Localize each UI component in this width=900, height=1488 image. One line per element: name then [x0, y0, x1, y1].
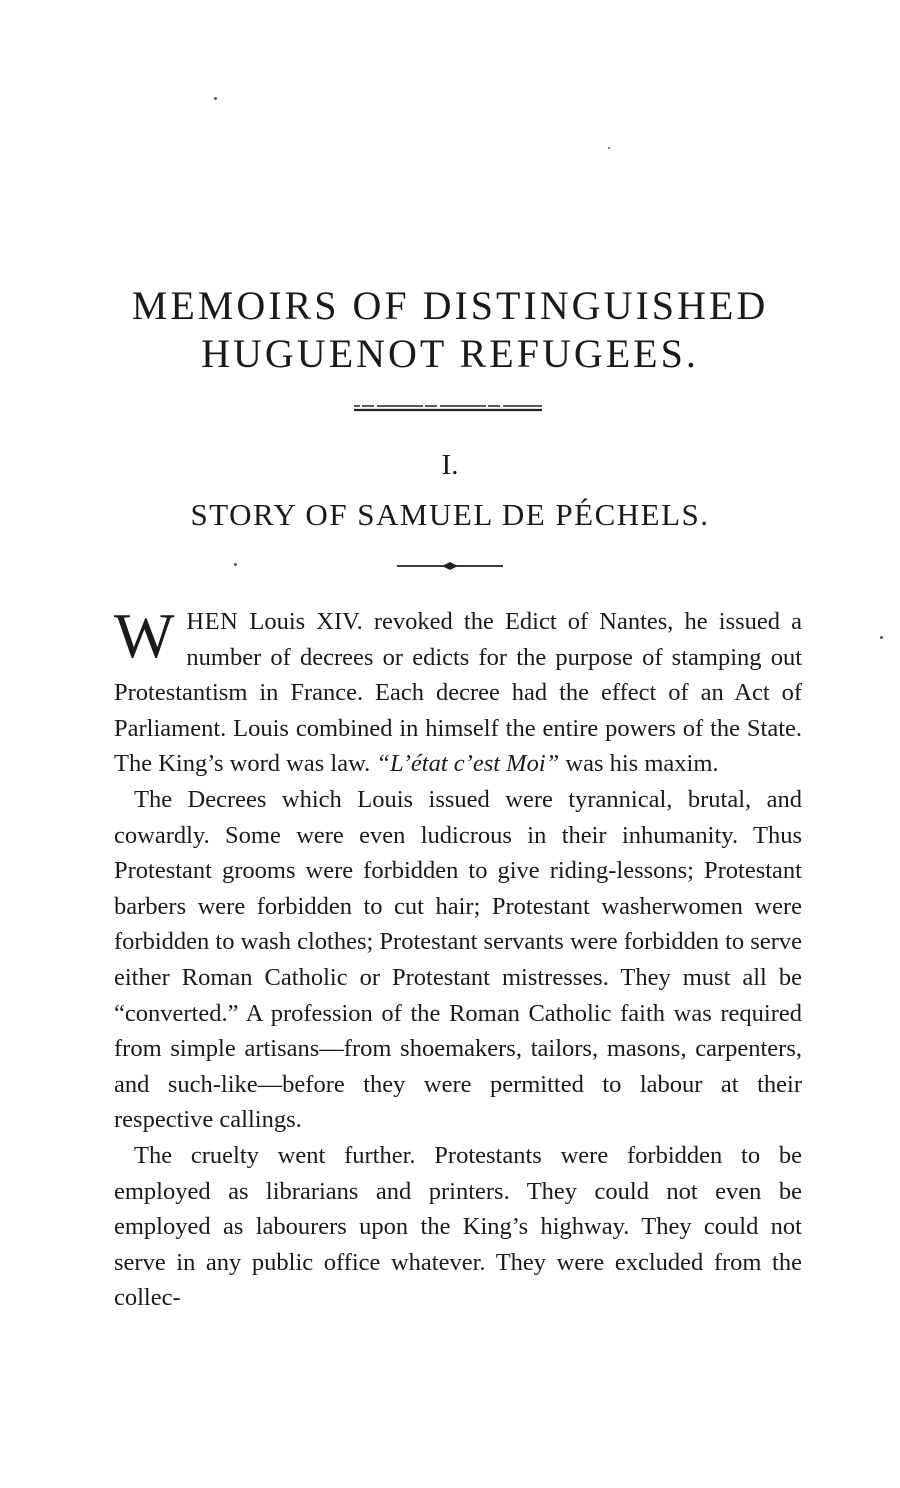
book-title-line-1: MEMOIRS OF DISTINGUISHED [131, 283, 769, 328]
chapter-divider-rule [395, 560, 505, 572]
print-speck [880, 636, 883, 639]
title-ornamental-rule [352, 403, 544, 413]
body-text [114, 600, 802, 1316]
paragraph-1-text-b: was his maxim. [559, 750, 719, 778]
paragraph-3: The cruelty went further. Protestants were forbidden to be employed as librarians and printers. They could not even be employed as labourers upon the King’s highway. They could not serve in any public office whatever. They were excluded from the collec- [114, 1141, 802, 1312]
paragraph-2: The Decrees which Louis issued were tyrannical, brutal, and cowardly. Some were even ludicrous in their inhumanity. Thus Protestant grooms were forbidden to give riding-lessons; Protestant barbers were forbidden to cut hair; Protestant washerwomen were forbidden to wash clothes; Protestant servants were forbidden to serve either Roman Catholic or Protestant mistresses. They must all be “converted.” A profession of the Roman Catholic faith was required from simple artisans—from shoemakers, tailors, masons, carpenters, and such-like—before they were permitted to labour at their respective callings. [114, 785, 802, 1134]
print-speck [234, 563, 237, 566]
book-title-line-2: HUGUENOT REFUGEES. [201, 331, 699, 376]
paragraph-1 [114, 600, 802, 782]
chapter-numeral: I. [441, 449, 459, 481]
maxim-quote: “L’état c’est Moi” [376, 750, 560, 778]
print-speck [214, 97, 217, 100]
print-speck [608, 147, 610, 149]
book-title [0, 282, 900, 378]
paragraph-1-text-a: Louis XIV. revoked the Edict of Nantes, he issued a number of decrees or edicts for the purpose of stamping out Protestantism in France. Each decree had the effect of an Act of Parliament. Louis combined in himself the entire powers of the State. The King’s word was law. [114, 608, 802, 778]
chapter-heading: STORY OF SAMUEL DE PÉCHELS. [190, 497, 710, 532]
drop-cap: W [114, 600, 175, 671]
lead-word: HEN [186, 608, 239, 635]
